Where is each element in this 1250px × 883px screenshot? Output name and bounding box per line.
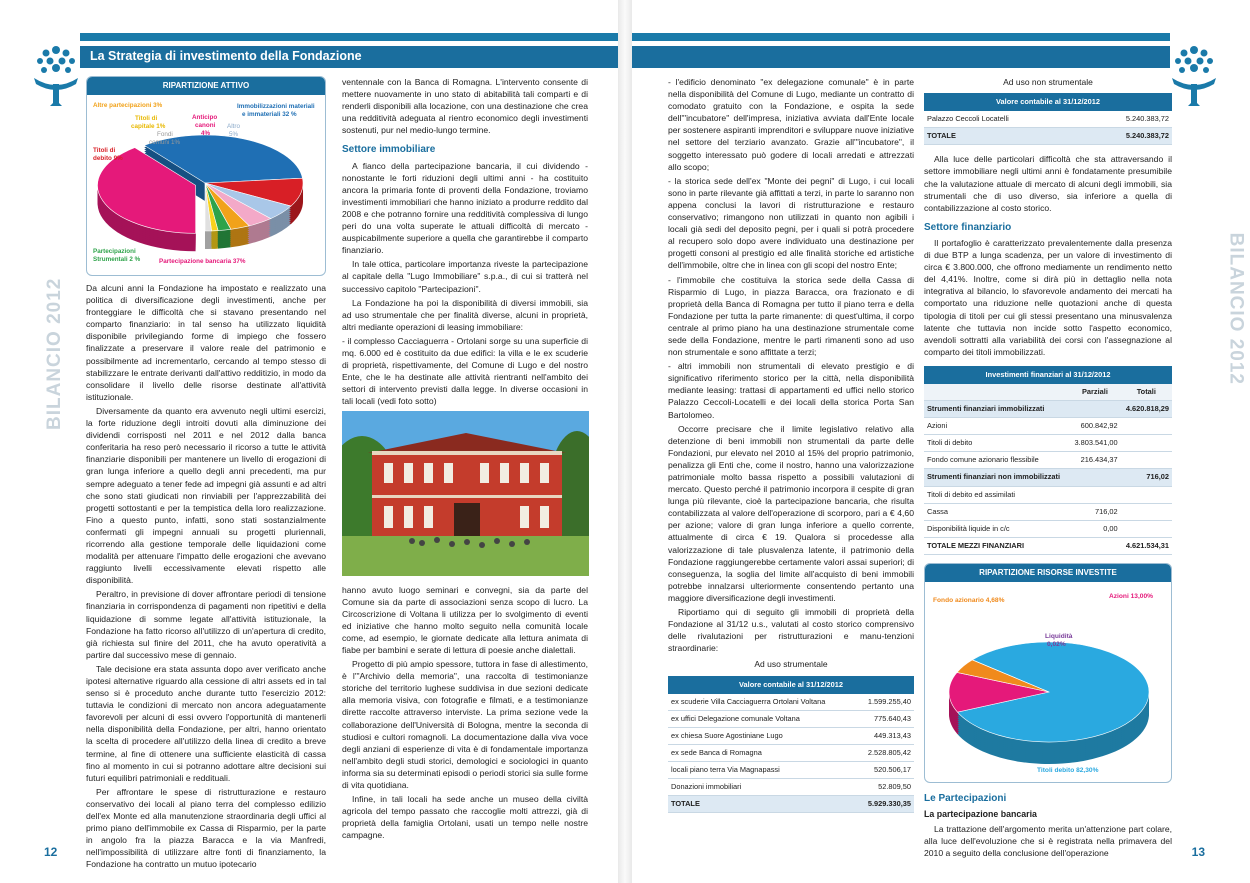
label-anticipo-1: Anticipo [192,114,218,122]
row-totali [1121,418,1172,435]
row-totali: 4.621.534,31 [1121,537,1172,554]
page-number-left: 12 [44,845,58,859]
row-label: Strumenti finanziari non immobilizzati [924,469,1069,486]
villa-photo [342,411,589,576]
col-header-parziali: Parziali [1069,384,1120,401]
non-strumentale-table [924,93,1172,145]
row-label: Azioni [924,418,1069,435]
row-totali: 716,02 [1121,469,1172,486]
row-parziali: 0,00 [1069,520,1120,537]
row-totali [1121,435,1172,452]
paragraph: Per affrontare le spese di ristrutturazione e restauro conservativo dei locali al piano terra del complesso edilizio dell'ex Monte ed alla manutenzione straordinaria degli uffici al primo piano dell'immobile ex Cassa di Risparmio, per la parte in angolo fra la piazza Baracca e la via Manfredi, nell'impossibilità di utilizzare altre fonti di finanziamento, la Fondazione ha contratto un mutuo ipotecario [86,786,326,870]
row-label: Titoli di debito ed assimilati [924,486,1069,503]
table-row [668,761,914,778]
row-value: 449.313,43 [856,727,914,744]
row-label: locali piano terra Via Magnapassi [668,761,856,778]
heading-le-partecipazioni: Le Partecipazioni [924,792,1007,804]
paragraph: - il complesso Cacciaguerra - Ortolani sorge su una superficie di mq. 6.000 ed è costituito da due edifici: la villa e le ex scuderie di proprietà, rispettivamente, del Comune di Lugo e del nostro Ente, che le ha destinate alle attività rientranti nell'ambito dei settori di intervento previsti dalla legge. In diverse occasioni in tali locali (vedi foto sotto) [342,335,588,407]
row-label: Strumenti finanziari immobilizzati [924,401,1069,418]
row-totali [1121,486,1172,503]
table-row [668,727,914,744]
paragraph: hanno avuto luogo seminari e convegni, sia da parte del Comune sia da parte di associazioni senza scopo di lucro. La Circoscrizione di Voltana li utilizza per lo svolgimento di eventi ed iniziative che hanno molto seguito nella comunità locale come, ad esempio, le giornate dedicate alla lettura animata di fiabe per bambini e serate di lettura di poesie anche dialettali. [342,584,588,655]
pie-chart-attivo [87,95,325,275]
table-row [668,779,914,796]
paragraph: A fianco della partecipazione bancaria, il cui dividendo - nonostante le forti riduzioni degli ultimi anni - ha costituito ancora la primaria fonte di proventi della Fondazione, troviamo investimenti immobiliari che hanno iniziato a produrre reddito dal 2008 e che potranno fornire una redditività complessiva di lungo peri do una volta superate le attuali difficoltà di mercato - auspicabilmente superiore a quella che garantirebbe il comparto finanziario. [342,160,588,256]
paragraph: Riportiamo qui di seguito gli immobili di proprietà della Fondazione al 31/12 u.s., valutati al costo storico comprensivo delle rivalutazioni per ristrutturazioni e manu-tenzioni straordinarie: [668,607,914,654]
row-value: 5.240.383,72 [1083,111,1172,128]
table-total-row [668,796,914,813]
total-label: TOTALE [924,128,1083,145]
side-label: BILANCIO 2012 [1225,232,1246,385]
table-row [668,694,914,711]
label-liquidita-2: 0,02% [1047,641,1066,648]
col-header-blank [924,384,1069,401]
row-label: Fondo comune azionario flessibile [924,452,1069,469]
row-label: TOTALE MEZZI FINANZIARI [924,537,1069,554]
table-header: Investimenti finanziari al 31/12/2012 [924,366,1172,384]
paragraph: Alla luce delle particolari difficoltà che sta attraversando il settore immobiliare negli ultimi anni è fondatamente presumibile che la valutazione attuale di mercato di alcuni degli immobili, sia strumentali che di uso diverso, sia inferiore a quella di contabilizzazione al costo storico. [924,154,1172,213]
left-column-1 [86,76,326,873]
page-number-right: 13 [1191,845,1205,859]
left-column-2 [342,76,588,844]
row-parziali: 216.434,37 [1069,452,1120,469]
row-parziali [1069,486,1120,503]
table-caption: Ad uso strumentale [754,659,828,670]
table-row [924,469,1172,486]
label-anticipo-2: canoni [195,122,216,130]
row-value: 775.640,43 [856,710,914,727]
table-row [924,435,1172,452]
label-strumentali-2: Strumentali 2 % [93,256,141,264]
row-value: 1.599.255,40 [856,694,914,711]
paragraph: - altri immobili non strumentali di elevato prestigio e di significativo riferimento storico per la città, nella disponibilità mediante leasing: trattasi di appartamenti ed uffici nello storico Palazzo Ceccoli-Locatelli e dei locali della storica Porta San Bartolomeo. [668,361,914,420]
right-column-2 [924,76,1172,861]
row-totali [1121,503,1172,520]
row-totali: 4.620.818,29 [1121,401,1172,418]
paragraph: La Fondazione ha poi la disponibilità di diversi immobili, sia ad uso strumentale che per finalità diverse, alcuni in proprietà, altri mediante operazioni di leasing immobiliare: [342,297,588,332]
row-label: Palazzo Ceccoli Locatelli [924,111,1083,128]
total-label: TOTALE [668,796,856,813]
top-rule [632,33,1170,41]
right-page [632,0,1250,883]
section-header-bar [80,46,618,68]
col-header-totali: Totali [1121,384,1172,401]
table-total-row [924,128,1172,145]
chart-title: RIPARTIZIONE RISORSE INVESTITE [925,564,1171,582]
row-value: 52.809,50 [856,779,914,796]
investimenti-finanziari-table [924,366,1172,555]
table-row [924,520,1172,537]
label-fondo-azionario: Fondo azionario 4,68% [933,597,1005,604]
paragraph: La trattazione dell'argomento merita un'attenzione part colare, alla luce dell'evoluzione che si è registrata nella primavera del 2010 a seguito della conclusione dell'operazione [924,824,1172,859]
pie-chart-risorse [925,582,1171,782]
label-fondi-1: Fondi [157,131,173,139]
table-row [668,744,914,761]
row-label: Donazioni immobiliari [668,779,856,796]
left-page [0,0,618,883]
table-caption: Ad uso non strumentale [1003,77,1093,87]
label-liquidita-1: Liquidità [1045,633,1073,640]
section-title: La Strategia di investimento della Fondazione [90,49,362,63]
label-fondi-2: comuni 1% [149,139,181,147]
side-label: BILANCIO 2012 [44,277,65,430]
table-header: Valore contabile al 31/12/2012 [668,676,914,694]
row-label: ex uffici Delegazione comunale Voltana [668,710,856,727]
row-value: 2.528.805,42 [856,744,914,761]
row-label: ex sede Banca di Romagna [668,744,856,761]
row-parziali [1069,537,1120,554]
table-row [924,503,1172,520]
total-value: 5.240.383,72 [1083,128,1172,145]
page-gutter [618,0,632,883]
label-debito-2: debito 9% [93,155,123,163]
row-label: Cassa [924,503,1069,520]
paragraph: Il portafoglio è caratterizzato prevalentemente dalla presenza di due BTP a lunga scadenza, per un valore di investimento di circa € 3.800.000, che offrono mediamente un rendimento netto del 4,41%. Inoltre, come si dirà più in dettaglio nella nota integrativa al bilancio, lo sfavorevole andamento dei mercati ha comportato una riduzione nelle quotazioni anche di questa tipologia di titoli per cui gli stessi presentano una minusvalenza latente che tuttavia non incide sotto l'aspetto economico, avendoli sottratti alla variabilità dei corsi con l'assegnazione al comparto dei titoli immobilizzati. [924,237,1172,357]
table-row [924,111,1172,128]
row-totali [1121,452,1172,469]
paragraph: ventennale con la Banca di Romagna. L'intervento consente di mettere nuovamente in uno stato di abitabilità tali comparti e di renderli disponibili alla locazione, con una destinazione che crea una redditività adeguata al rientro economico degli investimenti sostenuti, pur nel medio-lungo termine. [342,77,588,136]
paragraph: - la storica sede dell'ex "Monte dei pegni" di Lugo, i cui locali sono in parte rilevante già affittati a terzi, in parte lo saranno non appena conclusi la lavori di ristrutturazione e restauro conservativo; rimangono non utilizzati in quanto non agibili i locali già sedi del deposito pegni, per i quali si potrà procedere al recupero solo dopo avere individuato una destinazione per progetti consoni al prestigio ed alle finalità storiche ed artistiche dell'immobile, oltre che in linea con gli scopi del nostro Ente; [668,175,914,271]
chart-title: RIPARTIZIONE ATTIVO [87,77,325,95]
table-row [924,537,1172,554]
label-immobilizzazioni-2: e immateriali 32 % [242,111,297,119]
paragraph: - l'edificio denominato "ex delegazione comunale" è in parte nella disponibilità del Comune di Lugo, mediante un contratto di comodato gratuito con la Fondazione, e ospita la sede dell'"incubatore" dell'impresa, iniziativa avviata dall'Ente locale per sostenere aspiranti imprenditori e sviluppare nuove iniziative nel settore del terziario avanzato. Grazie all'"incubatore", il soggetto interessato può godere di locali arredati e attrezzati allo scopo; [668,77,914,172]
label-titoli-debito: Titoli debito 82,30% [1037,767,1099,774]
paragraph: Infine, in tali locali ha sede anche un museo della civiltà agricola del tempo passato che raccoglie molti attrezzi, già di proprietà della famiglia Ortolani, usati un tempo nelle nostre campagne. [342,794,588,841]
label-immobilizzazioni-1: Immobilizzazioni materiali [237,103,315,111]
table-row [924,418,1172,435]
paragraph: Diversamente da quanto era avvenuto negli ultimi esercizi, la forte riduzione degli introiti dovuti alla diminuzione dei dividendi corrisposti nel 2011 e nel 2012 dalla banca conferitaria ha reso però necessario il ricorso a tutte le attività finanziarie disponibili per mantenere un livello di erogazioni di gran lunga inferiore a quello degli anni precedenti, ma pur sempre adeguato a tener fede ad impegni già assunti e ad altri che sono stati giudicati non rinviabili per l'apprezzabilità dei progetti sottostanti e per la tempistica della loro realizzazione. Fino a questo punto, infatti, sono stati sostanzialmente confermati gli impegni annuali su progetti pluriennali, ricorrendo alla gestione temporale delle liquidazioni come modalità per attenuare l'impatto delle erogazioni che avevano raggiunto livelli eccessivamente elevati rispetto alle disponibilità. [86,405,326,586]
label-strumentali-1: Partecipazioni [93,248,136,256]
ripartizione-risorse-chart [924,563,1172,783]
paragraph: - l'immobile che costituiva la storica sede della Cassa di Risparmio di Lugo, in piazza Baracca, ora frazionato e di proprietà della Banca di Romagna per tutto il piano terra e della Fondazione per tutta la parte rimanente: di quest'ultima, il corpo centrale al primo piano ha una destinazione strumentale come sede della Fondazione, mentre le parti rimanenti sono ad uso non strumentale e sono affittate a terzi; [668,274,914,358]
table-row [924,401,1172,418]
ripartizione-attivo-chart [86,76,326,276]
table-header: Valore contabile al 31/12/2012 [924,93,1172,111]
row-value: 520.506,17 [856,761,914,778]
label-anticipo-3: 4% [201,130,211,138]
foundation-logo-icon [28,40,84,110]
table-row [668,710,914,727]
label-debito-1: Titoli di [93,147,116,155]
label-partecipazione-bancaria: Partecipazione bancaria 37% [159,258,246,266]
subheading-partecipazione-bancaria: La partecipazione bancaria [924,809,1037,819]
label-titoli-capitale-2: capitale 1% [131,123,166,131]
paragraph: Progetto di più ampio spessore, tuttora in fase di allestimento, è l'"Archivio della memoria", una raccolta di testimonianze storiche del territorio lughese suddivisa in due sezioni dedicate alla memoria visiva, con fotografie e filmati, e a testimonianze dirette raccolte attraverso interviste. La prima sezione vede la collaborazione dell'Università di Bologna, mentre la seconda di studiosi e cultori romagnoli. La documentazione dalla viva voce degli anziani di esperienze di vita è di fondamentale importanza nell'ambito degli studi storici, demologici e sociologici in quanto informa sia su determinati episodi o periodi storici sia sulle forme di vita quotidiana. [342,659,588,791]
row-label: Disponibilità liquide in c/c [924,520,1069,537]
table-row [924,452,1172,469]
heading-settore-immobiliare: Settore immobiliare [342,144,436,156]
foundation-logo-icon [1166,40,1222,110]
heading-settore-finanziario: Settore finanziario [924,221,1012,233]
right-column-1 [668,76,914,813]
row-label: ex scuderie Villa Cacciaguerra Ortolani Voltana [668,694,856,711]
row-totali [1121,520,1172,537]
label-altro-1: Altro [227,123,240,131]
strumentale-table [668,676,914,814]
paragraph: Tale decisione era stata assunta dopo aver verificato anche ipotesi alternative riguardo alla cessione di altri assets ed in tal senso si è proceduto anche durante tutto l'esercizio 2012: tuttavia le condizioni di mercato non ancora adeguatamente favorevoli per alcuni di essi ovvero l'opportunità di mantenerli nella disponibilità della Fondazione, per altri, hanno orientato la scelta di procedere all'utilizzo della linea di credito a breve termine, al fine di ottenere una sufficiente elasticità di cassa fino al momento in cui si potranno adottare altre decisioni sui futuri equilibri patrimoniali e reddituali. [86,663,326,783]
paragraph: Occorre precisare che il limite legislativo relativo alla detenzione di beni immobili non strumentali da parte delle Fondazioni, pur elevato nel 2010 al 15% del proprio patrimonio, penalizza gli Enti che, come il nostro, hanno una valorizzazione patrimoniale molto bassa rispetto a possibili valutazioni di mercato. Questo perché il patrimonio incorpora il cespite di gran lunga più rilevante, cioè la partecipazione bancaria, che risulta contabilizzata al valore dell'operazione di scorporo, pari a € 4,60 per azione; valore di gran lunga inferiore a quello corrente, attualmente di circa € 19. Qualora si procedesse alla valorizzazione di tale plusvalenza latente, il patrimonio della Fondazione raggiungerebbe certamente valori assai superiori; di conseguenza, la soglia del limite all'acquisto di beni immobili potrebbe innalzarsi ulteriormente consentendo pertanto una maggiore diversificazione degli investimenti. [668,423,914,603]
table-row [924,486,1172,503]
total-value: 5.929.330,35 [856,796,914,813]
row-parziali: 600.842,92 [1069,418,1120,435]
top-rule [80,33,618,41]
row-parziali: 3.803.541,00 [1069,435,1120,452]
paragraph: Da alcuni anni la Fondazione ha impostato e realizzato una politica di diversificazione degli investimenti, anche per fronteggiare le difficoltà che si stavano presentando nel comparto finanziario: in tal senso ha utilizzato liquidità disponibile privilegiando forme di impiego che fossero finalizzate a preservare il valore reale del patrimonio e possibilmente ad incrementarlo, cercando al tempo stesso di stabilizzare le entrate derivanti dall'attivo redditizio, in modo da consolidare il livello delle risorse destinate all'attività istituzionale. [86,283,326,402]
paragraph: Peraltro, in previsione di dover affrontare periodi di tensione finanziaria in corrispondenza di pagamenti non ripetitivi e della liquidazione di somme legate all'attività istituzionale, la Fondazione ha fatto ricorso all'utilizzo di un'apertura di credito, già richiesta sul finire del 2011, che ha avuto operatività a partire dal successivo mese di gennaio. [86,589,326,660]
label-altro-2: 5% [229,131,239,139]
label-azioni: Azioni 13,00% [1109,593,1153,600]
row-parziali [1069,401,1120,418]
row-parziali [1069,469,1120,486]
label-titoli-capitale-1: Titoli di [135,115,158,123]
row-parziali: 716,02 [1069,503,1120,520]
section-header-bar [632,46,1170,68]
paragraph: In tale ottica, particolare importanza riveste la partecipazione al capitale della "Lugo Immobiliare" s.p.a., di cui si tratterà nel successivo capitolo "Partecipazioni". [342,259,588,294]
row-label: ex chiesa Suore Agostiniane Lugo [668,727,856,744]
label-altre-partecipazioni: Altre partecipazioni 3% [93,102,163,110]
row-label: Titoli di debito [924,435,1069,452]
